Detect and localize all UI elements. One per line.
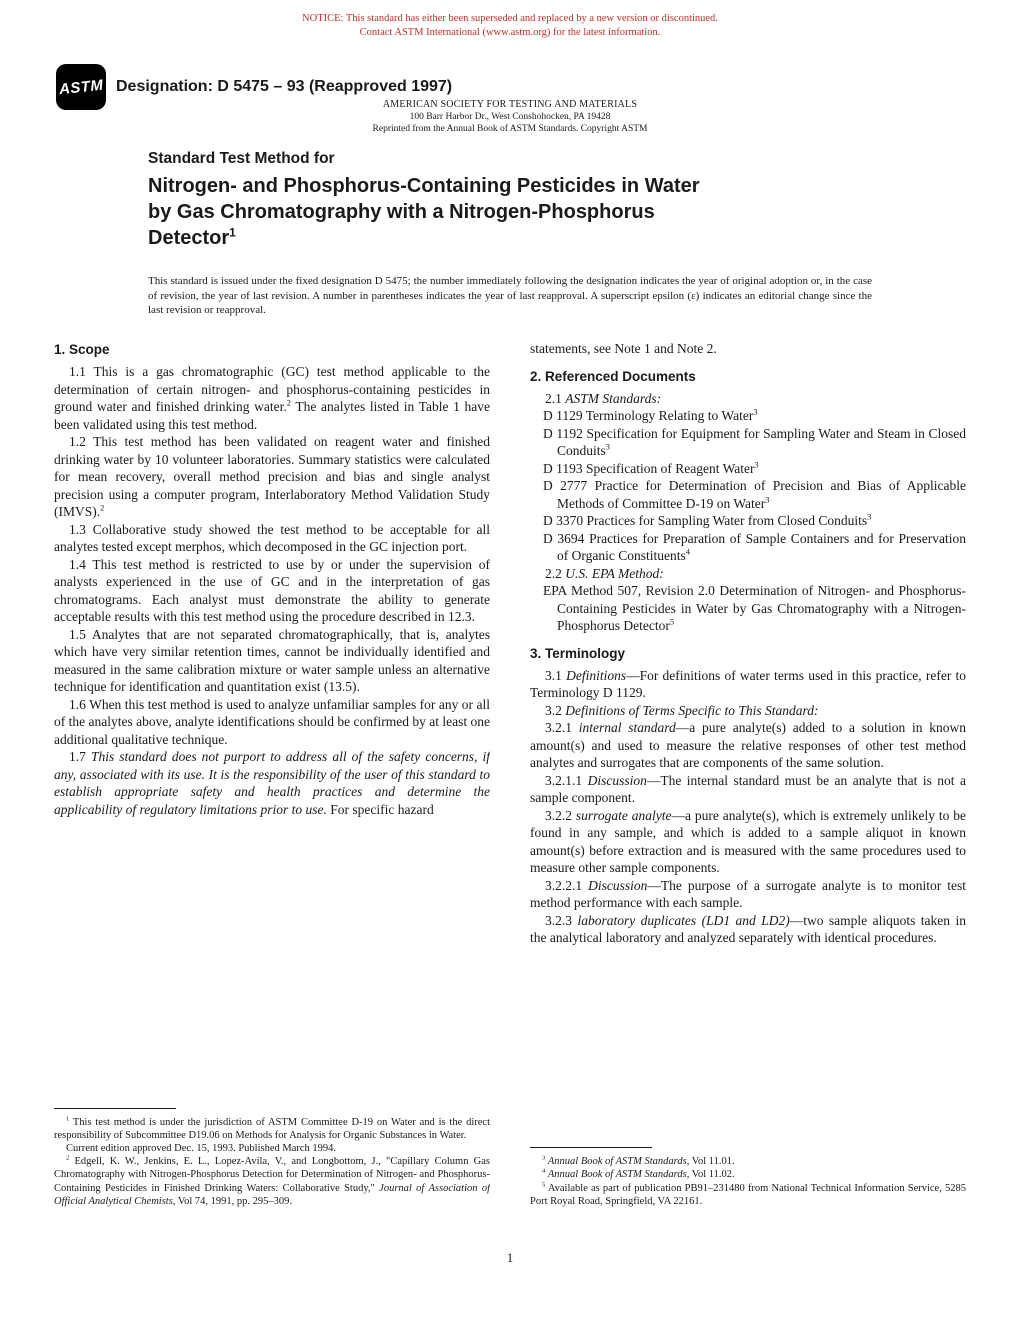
footnote-rule-right — [530, 1147, 652, 1148]
footnote-5: $^5$ Available as part of publication PB91–231480 from National Technical Information Service, 5285 Port Royal Road, Springfield, VA 22161. — [530, 1181, 966, 1207]
column-right — [530, 340, 966, 1210]
column-left — [54, 340, 490, 1210]
society-block — [0, 99, 1020, 135]
paragraph-2-1: 2.1 ASTM Standards: — [545, 390, 662, 406]
title-intro: Standard Test Method for — [148, 150, 335, 167]
section-heading-terminology: 3. Terminology — [530, 645, 626, 661]
ref-doc-item-d1193: D 1193 Specification of Reagent Water$^3$ — [543, 460, 759, 476]
paragraph-2-2: 2.2 U.S. EPA Method: — [545, 565, 664, 581]
right-footnotes — [530, 1147, 966, 1210]
title-block — [148, 150, 888, 251]
footnote-rule-left — [54, 1108, 176, 1109]
notice-line-2: Contact ASTM International (www.astm.org) for the latest information. — [359, 27, 661, 38]
footnote-3: $^3$ Annual Book of ASTM Standards, Vol 11.01. — [542, 1154, 735, 1168]
section-heading-referenced-documents: 2. Referenced Documents — [530, 368, 696, 384]
paragraph-3-1: 3.1 Definitions—For definitions of water terms used in this practice, refer to Terminology D 1129. — [530, 667, 966, 700]
designation-text: Designation: D 5475 – 93 (Reapproved 1997) — [116, 78, 453, 95]
paragraph-1-3: 1.3 Collaborative study showed the test method to be acceptable for all analytes tested except merphos, which decomposed in the GC injection port. — [54, 521, 490, 554]
preamble-text: This standard is issued under the fixed designation D 5475; the number immediately following the designation indicates the year of original adoption or, in the case of revision, the year of last revision. A number in parentheses indicates the year of last reapproval. A superscript epsilon (ε) indicates an editorial change since the last revision or reapproval. — [148, 275, 872, 316]
paragraph-1-5: 1.5 Analytes that are not separated chromatographically, that is, analytes which have very similar retention times, cannot be individually identified and measured in the same calibration mixture or water sample unless an alternative technique for identification and quantitation exist (13.5). — [54, 626, 490, 694]
society-address: 100 Barr Harbor Dr., West Conshohocken, PA 19428 — [409, 112, 611, 122]
paragraph-1-2: 1.2 This test method has been validated on reagent water and finished drinking water by 10 volunteer laboratories. Summary statistics were calculated for mean recovery, overall method precision and bias and single analyst precision using a computer program, Interlaboratory Method Validation Study (IMVS).$^2$ — [54, 434, 490, 519]
paragraph-1-1: 1.1 This is a gas chromatographic (GC) test method applicable to the determination of certain nitrogen- and phosphorus-containing pesticides in ground water and finished drinking water.$^2$ The analytes listed in Table 1 have been validated using this test method. — [54, 364, 490, 432]
ref-doc-item-d2777: D 2777 Practice for Determination of Precision and Bias of Applicable Methods of Committee D-19 on Water$^3$ — [543, 478, 966, 511]
referenced-and-terminology-sections — [530, 340, 966, 947]
paragraph-3-2-1: 3.2.1 internal standard—a pure analyte(s) added to a solution in known amount(s) and used to measure the relative responses of other test method analytes and surrogates that are components of the same solution. — [530, 720, 966, 770]
section-heading-scope: 1. Scope — [54, 342, 110, 357]
ref-doc-item-d3370: D 3370 Practices for Sampling Water from Closed Conduits$^3$ — [543, 512, 872, 528]
ref-doc-item-epa-507: EPA Method 507, Revision 2.0 Determination of Nitrogen- and Phosphorus-Containing Pesticides in Water by Gas Chromatography with a Nitrogen-Phosphorus Detector$^5$ — [543, 583, 966, 633]
superseded-notice — [0, 12, 1020, 40]
title-line-1: Nitrogen- and Phosphorus-Containing Pesticides in Water — [148, 175, 700, 197]
paragraph-1-6: 1.6 When this test method is used to analyze unfamiliar samples for any or all of the analytes above, analyte identifications should be confirmed by at least one additional qualitative technique. — [54, 696, 490, 747]
left-footnotes — [54, 1108, 490, 1210]
society-name: AMERICAN SOCIETY FOR TESTING AND MATERIALS — [382, 99, 638, 110]
astm-logo-text: ASTM — [57, 76, 105, 98]
continuation-paragraph: statements, see Note 1 and Note 2. — [530, 341, 717, 356]
paragraph-3-2-3: 3.2.3 laboratory duplicates (LD1 and LD2)—two sample aliquots taken in the analytical laboratory and analyzed separately with identical procedures. — [530, 912, 966, 945]
ref-doc-item-d1129: D 1129 Terminology Relating to Water$^3$ — [543, 407, 758, 423]
ref-doc-item-d1192: D 1192 Specification for Equipment for Sampling Water and Steam in Closed Conduits$^3$ — [543, 425, 966, 458]
notice-line-1: NOTICE: This standard has either been superseded and replaced by a new version or discontinued. — [302, 13, 718, 24]
footnote-1: $^1$ This test method is under the jurisdiction of ASTM Committee D-19 on Water and is the direct responsibility of Subcommittee D19.06 on Methods for Analysis for Organic Substances in Water. — [54, 1115, 490, 1141]
paragraph-1-7: 1.7 This standard does not purport to address all of the safety concerns, if any, associated with its use. It is the responsibility of the user of this standard to establish appropriate safety and health practices and determine the applicability of regulatory limitations prior to use. For specific hazard — [54, 749, 490, 817]
society-copyright: Reprinted from the Annual Book of ASTM Standards. Copyright ASTM — [372, 124, 648, 134]
paragraph-3-2-2-1: 3.2.2.1 Discussion—The purpose of a surrogate analyte is to monitor test method performance with each sample. — [530, 877, 966, 910]
footnote-2: $^2$ Edgell, K. W., Jenkins, E. L., Lopez-Avila, V., and Longbottom, J., "Capillary Column Gas Chromatography with Nitrogen-Phosphorus Detection for Determination of Nitrogen- and Phosphorus-Containing Pesticides in Finished Drinking Waters: Collaborative Study," Journal of Association of Official Analytical Chemists, Vol 74, 1991, pp. 295–309. — [54, 1154, 490, 1207]
footnote-current-edition: Current edition approved Dec. 15, 1993. Published March 1994. — [66, 1142, 337, 1154]
ref-doc-item-d3694: D 3694 Practices for Preparation of Sample Containers and for Preservation of Organic Constituents$^4$ — [543, 530, 966, 563]
paragraph-3-2: 3.2 Definitions of Terms Specific to This Standard: — [545, 702, 819, 718]
body-columns — [54, 340, 966, 1210]
paragraph-3-2-2: 3.2.2 surrogate analyte—a pure analyte(s), which is extremely unlikely to be found in any sample, and which is added to a sample aliquot in known amount(s) before extraction and is measured with the same procedures used to measure other sample components. — [530, 807, 966, 875]
paragraph-3-2-1-1: 3.2.1.1 Discussion—The internal standard must be an analyte that is not a sample component. — [530, 772, 966, 805]
title-line-2: by Gas Chromatography with a Nitrogen-Phosphorus — [148, 201, 655, 223]
page-number: 1 — [506, 1250, 514, 1265]
paragraph-1-4: 1.4 This test method is restricted to use by or under the supervision of analysts experienced in the use of GC and in the interpretation of gas chromatograms. Each analyst must demonstrate the ability to generate acceptable results with this test method using the procedure described in 12.3. — [54, 556, 490, 624]
scope-section — [54, 340, 490, 818]
title-line-3: Detector$^1$ — [148, 225, 236, 249]
footnote-4: $^4$ Annual Book of ASTM Standards, Vol 11.02. — [542, 1167, 735, 1181]
